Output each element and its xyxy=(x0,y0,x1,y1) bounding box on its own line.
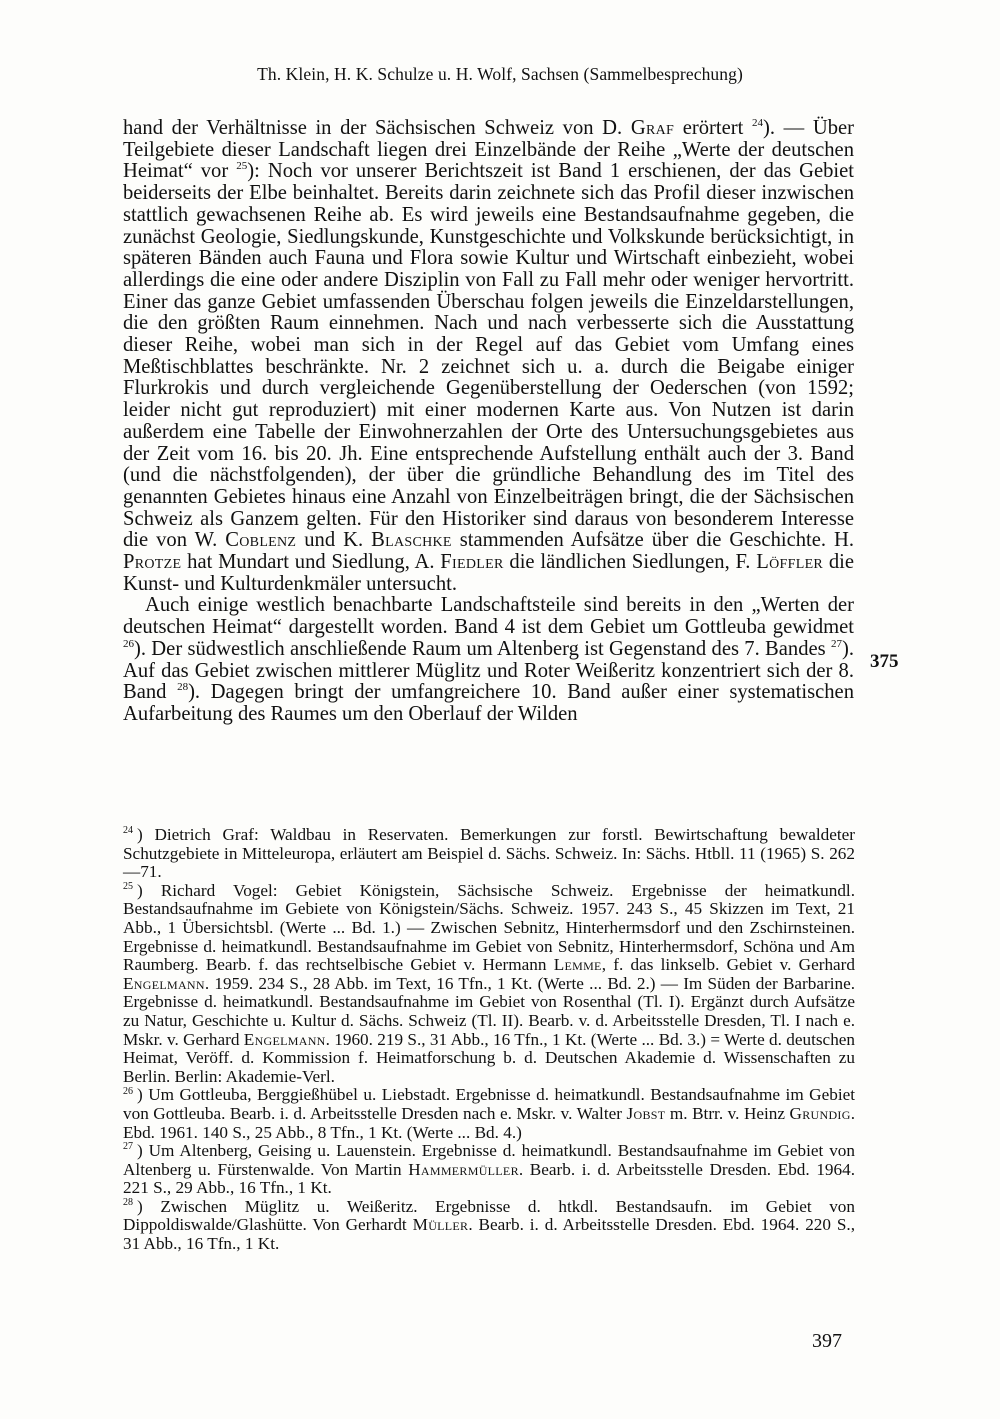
author-name: Löffler xyxy=(756,551,824,574)
text-run: ). Der südwestlich anschließende Raum um Altenberg ist Gegenstand des 7. Bandes xyxy=(134,637,831,660)
author-name: Coblenz xyxy=(225,529,297,552)
author-name: Blaschke xyxy=(371,529,452,552)
author-name: Müller xyxy=(412,1215,469,1235)
text-run: ). Auf das Gebiet zwischen mittlerer Müglitz und Roter Weißeritz konzentriert sich der 8. Band xyxy=(123,637,854,704)
footnote-mark: 28 xyxy=(123,1197,133,1209)
footnote-ref: 28 xyxy=(177,681,189,694)
text-run: ): Noch vor unserer Berichtszeit ist Band 1 erschienen, der das Gebiet beiderseits der Elbe beinhaltet. Bereits darin zeichnete sich das Profil dieser inzwischen stattlich gewachsenen Reihe ab. Es wird jeweils eine Bestandsaufnahme gegeben, die zunächst Geologie, Siedlungskunde, Kunstgeschichte und Volkskunde berücksichtigt, in späteren Bänden auch Fauna und Flora sowie Kultur und Wirtschaft einbezieht, wobei allerdings die eine oder andere Disziplin von Fall zu Fall mehr oder weniger hervortritt. Einer das ganze Gebiet umfassenden Überschau folgen jeweils die Einzeldarstellungen, die den größten Raum einnehmen. Nach und nach verbesserte sich die Ausstattung dieser Reihe, wobei man sich in der Regel auf das Gebiet vom Umfang eines Meßtischblattes beschränkte. Nr. 2 zeichnet sich u. a. durch die Beigabe einiger Flurkrokis und durch vergleichende Gegenüberstellung der Oederschen (von 1592; leider nicht gut reproduziert) mit einer modernen Karte aus. Von Nutzen ist darin außerdem eine Tabelle der Einwohnerzahlen der Orte des Untersuchungsgebietes aus der Zeit vom 16. bis 20. Jh. Eine entsprechende Aufstellung enthält auch der 3. Band (und die nächstfolgenden), der über die gründliche Behandlung des im Titel des genannten Gebietes hinaus eine Anzahl von Einzelbeiträgen bringt, die der Sächsischen Schweiz als Ganzem gelten. Für den Historiker sind daraus von besonderem Interesse die von W. xyxy=(123,160,854,552)
text-run: die Kunst- und Kulturdenkmäler untersucht. xyxy=(123,551,855,595)
footnote-ref: 24 xyxy=(751,117,763,130)
author-name: Graf xyxy=(630,117,675,139)
text-run: ). Dagegen bringt der umfangreichere 10. Band außer einer systematischen Aufarbeitung des Raumes um den Oberlauf der Wilden xyxy=(123,681,854,725)
author-name: Protze xyxy=(123,551,182,574)
text-run: stammenden Aufsätze über die Geschichte. H. xyxy=(451,529,854,552)
text-run: , f. das linkselb. Gebiet v. Gerhard xyxy=(601,955,855,975)
text-run: und K. xyxy=(296,529,372,552)
text-run: hat Mundart und Siedlung, A. xyxy=(181,551,441,574)
text-run: ) Um Altenberg, Geising u. Lauenstein. Ergebnisse d. heimatkundl. Bestandsaufnahme im Gebiet von Altenberg u. Fürstenwalde. Von Martin xyxy=(123,1141,855,1179)
author-name: Engelmann xyxy=(123,973,205,993)
footnote-27 xyxy=(123,1142,855,1198)
text-run: . 1960. 219 S., 31 Abb., 16 Tfn., 1 Kt. (Werte ... Bd. 3.) = Werte d. deutschen Heimat, Veröff. d. Kommission f. Heimatforschung b. d. Deutschen Akademie d. Wissenschaften zu Berlin. Berlin: Akademie-Verl. xyxy=(123,1029,856,1086)
page-number: 397 xyxy=(812,1330,842,1352)
text-run: ) Dietrich Graf: Waldbau in Reservaten. Bemerkungen zur forstl. Bewirtschaftung bewaldeter Schutzgebiete in Mitteleuropa, erläutert am Beispiel d. Sächs. Schweiz. In: Sächs. Htbll. 11 (1965) S. 262—71. xyxy=(123,825,855,882)
text-run: die ländlichen Siedlungen, F. xyxy=(503,551,757,574)
footnote-24 xyxy=(123,826,855,882)
text-run: ) Zwischen Müglitz u. Weißeritz. Ergebnisse d. htkdl. Bestandsaufn. im Gebiet von Dippoldiswalde/Glashütte. Von Gerhardt xyxy=(123,1196,855,1235)
text-run: ) Richard Vogel: Gebiet Königstein, Sächsische Schweiz. Ergebnisse der heimatkundl. Bestandsaufnahme im Gebiete von Königstein/Sächs. Schweiz. 1957. 243 S., 45 Skizzen im Text, 21 Abb., 1 Übersichtsbl. (Werte ... Bd. 1.) — Zwischen Sebnitz, Hinterhermsdorf und den Zschirnsteinen. Ergebnisse d. heimatkundl. Bestandsaufnahme im Gebiet von Sebnitz, Hinterhermsdorf, Schöna und Am Raumberg. Bearb. f. das rechtselbische Gebiet v. Hermann xyxy=(123,880,855,975)
footnote-25 xyxy=(123,882,855,1087)
text-run: . Ebd. 1961. 140 S., 25 Abb., 8 Tfn., 1 Kt. (Werte ... Bd. 4.) xyxy=(123,1103,855,1142)
footnotes xyxy=(123,826,855,1254)
text-run: erörtert xyxy=(674,117,752,139)
paragraph-1 xyxy=(123,118,854,595)
author-name: Fiedler xyxy=(440,551,504,574)
paragraph-2 xyxy=(123,595,854,725)
footnote-mark: 24 xyxy=(123,825,133,837)
footnote-ref: 27 xyxy=(830,638,842,651)
text-run: . Bearb. i. d. Arbeitsstelle Dresden. Ebd. 1964. 221 S., 29 Abb., 16 Tfn., 1 Kt. xyxy=(123,1159,855,1198)
margin-number: 375 xyxy=(870,651,899,672)
text-run: m. Btrr. v. Heinz xyxy=(665,1103,790,1123)
author-name: Lemme xyxy=(553,955,602,975)
text-run: . 1959. 234 S., 28 Abb. im Text, 16 Tfn., 1 Kt. (Werte ... Bd. 2.) — Im Süden der Barbarine. Ergebnisse d. heimatkundl. Bestandsaufnahme im Gebiet von Rosenthal (Tl. I). Ergänzt durch Aufsätze zu Natur, Geschichte u. Kultur d. Sächs. Schweiz (Tl. II). Bearb. v. d. Arbeitsstelle Dresden, Tl. I nach e. Mskr. v. Gerhard xyxy=(123,973,855,1049)
author-name: Grundig xyxy=(789,1103,851,1123)
footnote-ref: 25 xyxy=(236,160,248,173)
text-run: hand der Verhältnisse in der Sächsischen Schweiz von D. xyxy=(123,117,631,139)
running-head: Th. Klein, H. K. Schulze u. H. Wolf, Sachsen (Sammelbesprechung) xyxy=(257,64,743,84)
footnote-mark: 27 xyxy=(123,1141,133,1153)
text-run: ) Um Gottleuba, Berggießhübel u. Liebstadt. Ergebnisse d. heimatkundl. Bestandsaufnahme im Gebiet von Gottleuba. Bearb. i. d. Arbeitsstelle Dresden nach e. Mskr. v. Walter xyxy=(123,1085,855,1123)
author-name: Hammermüller xyxy=(408,1159,519,1179)
text-run: Auch einige westlich benachbarte Landschaftsteile sind bereits in den „Werten der deutschen Heimat“ dargestellt worden. Band 4 ist dem Gebiet um Gottleuba gewidmet xyxy=(123,594,854,639)
footnote-28 xyxy=(123,1198,855,1254)
author-name: Jobst xyxy=(626,1103,666,1123)
footnote-mark: 25 xyxy=(123,881,133,893)
footnote-26 xyxy=(123,1086,855,1142)
footnote-ref: 26 xyxy=(123,638,134,651)
author-name: Engelmann xyxy=(243,1029,326,1049)
text-run: ). — Über Teilgebiete dieser Landschaft liegen drei Einzelbände der Reihe „Werte der deutschen Heimat“ vor xyxy=(123,117,854,183)
body-text xyxy=(123,118,854,726)
text-run: . Bearb. i. d. Arbeitsstelle Dresden. Ebd. 1964. 220 S., 31 Abb., 16 Tfn., 1 Kt. xyxy=(123,1215,856,1254)
footnote-mark: 26 xyxy=(123,1085,133,1097)
